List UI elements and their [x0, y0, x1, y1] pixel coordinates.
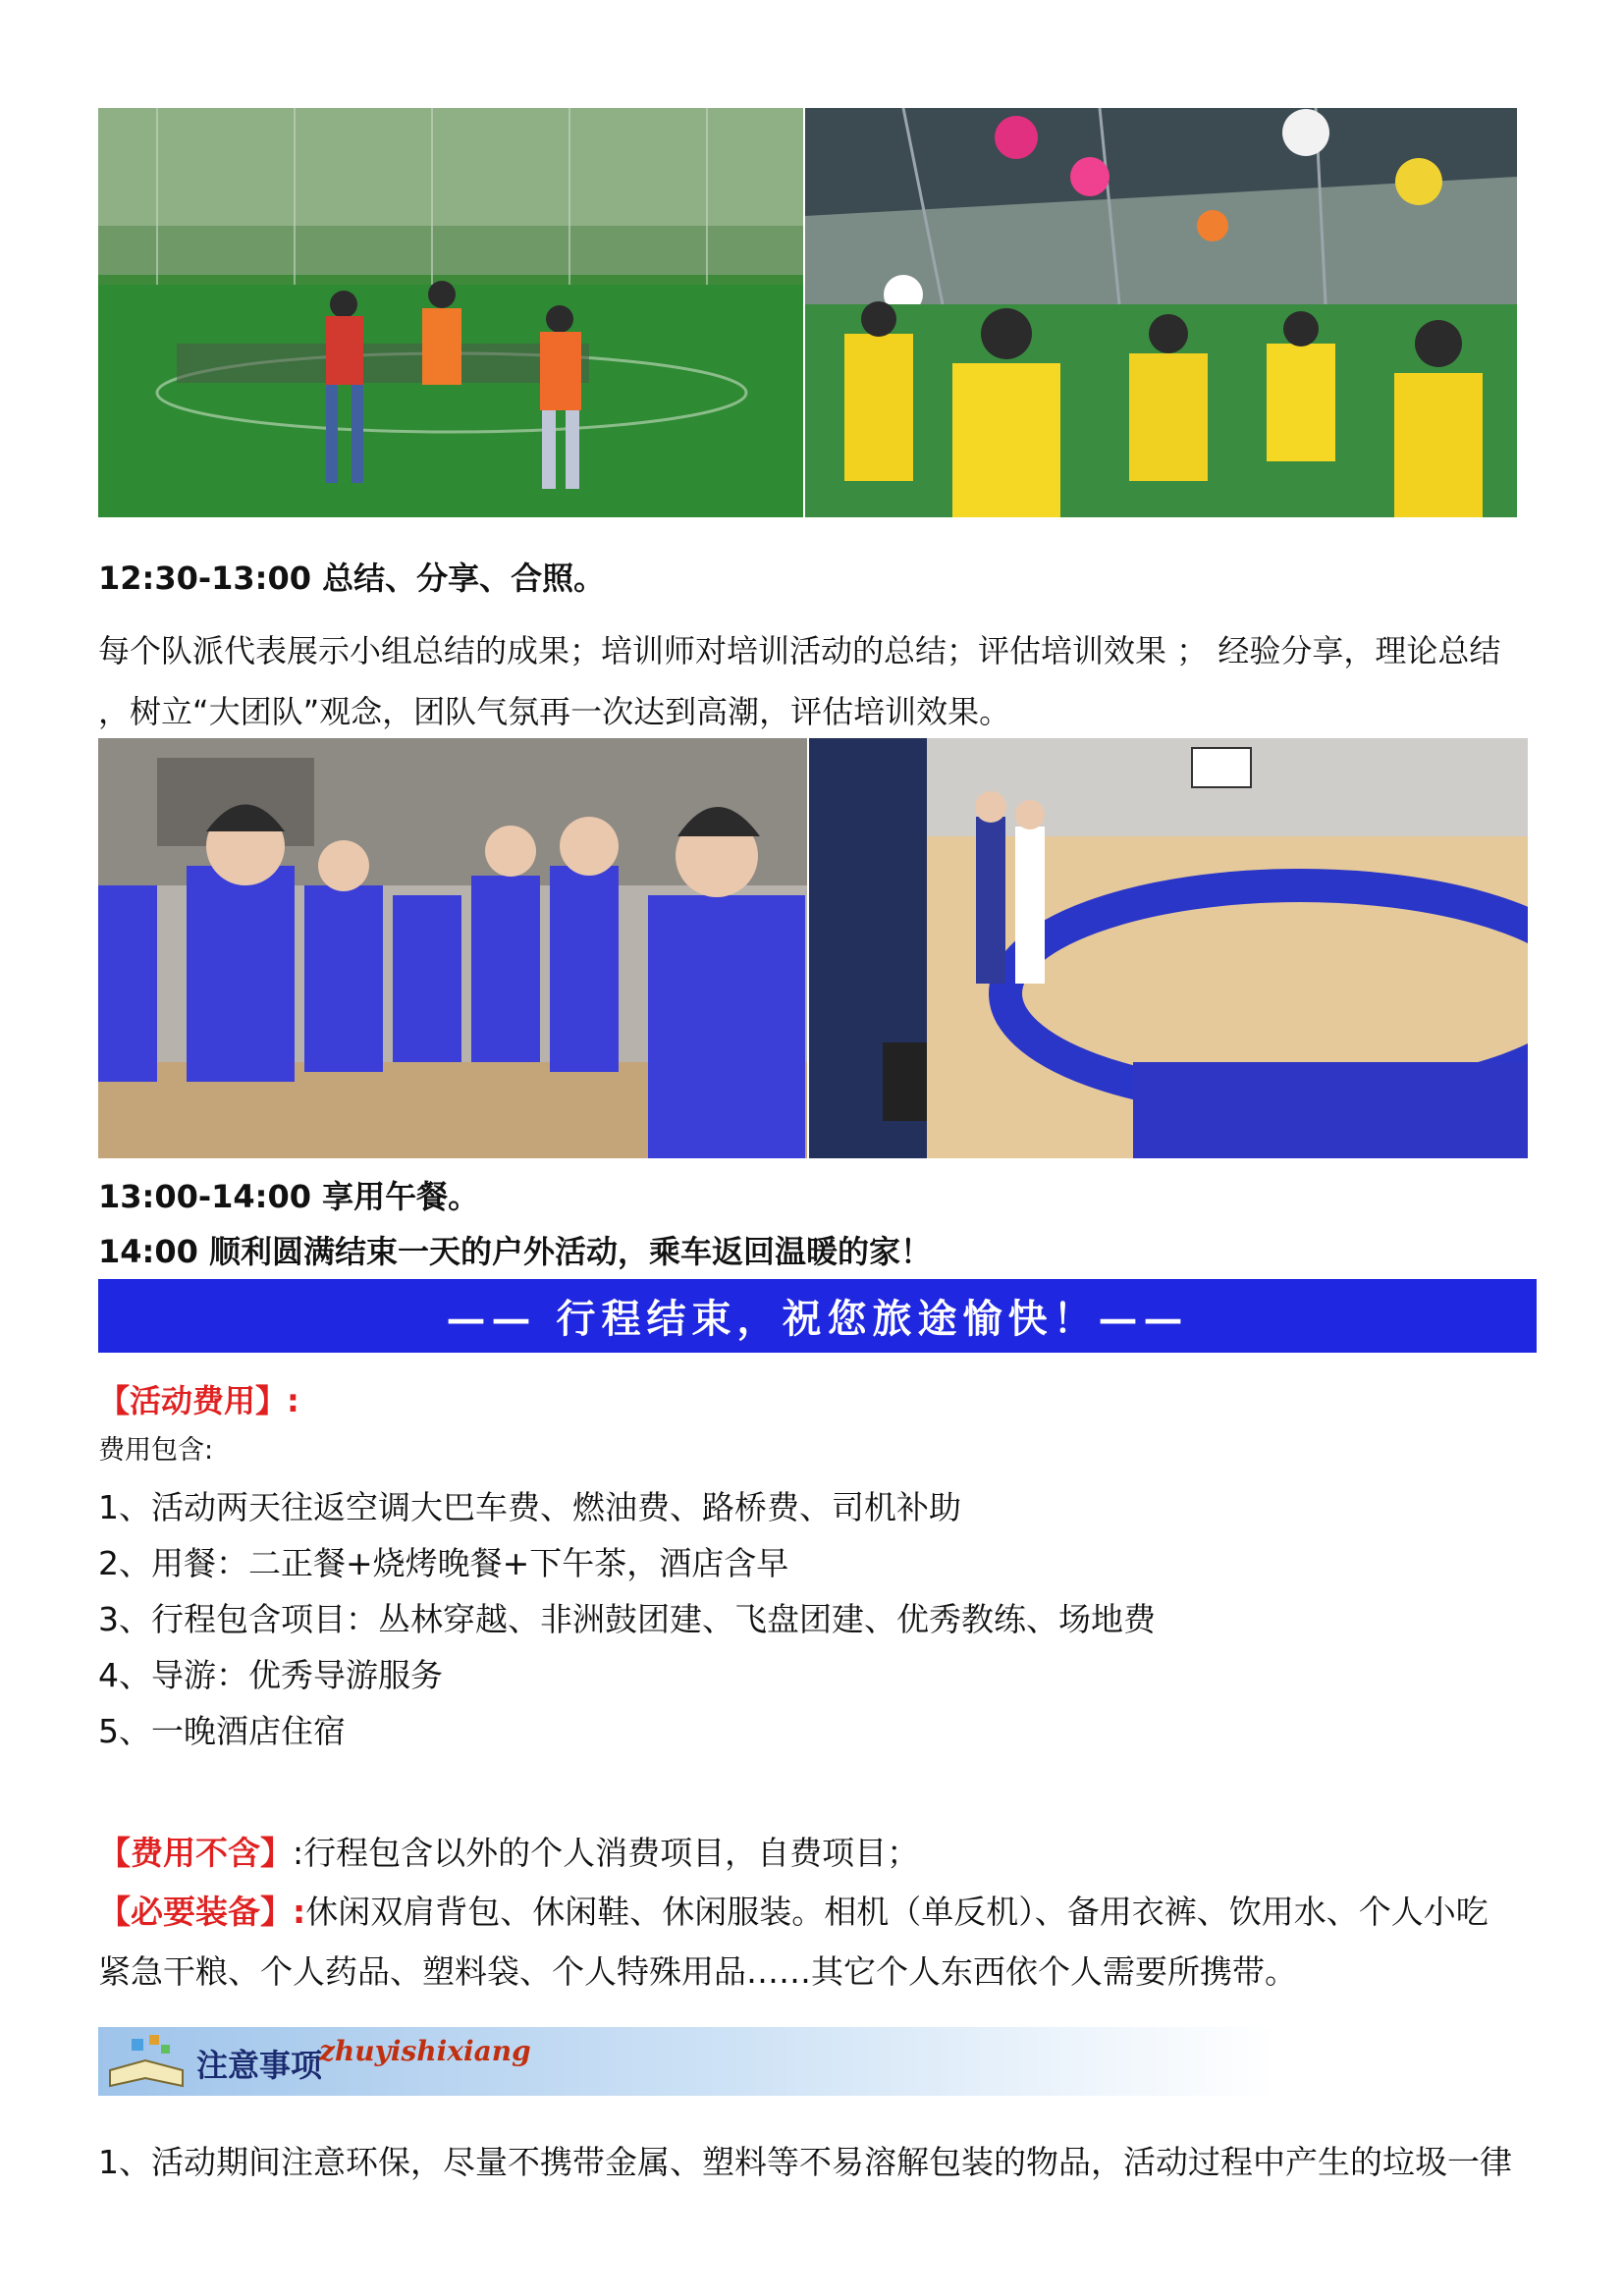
notice-pinyin: zhuyishixiang — [319, 2035, 531, 2067]
fee-item-1: 1、活动两天往返空调大巴车费、燃油费、路桥费、司机补助 — [98, 1488, 961, 1526]
fees-excluded-label: 【费用不含】 — [98, 1834, 293, 1872]
notice-item-1: 1、活动期间注意环保，尽量不携带金属、塑料等不易溶解包装的物品，活动过程中产生的垃圾一律 — [98, 2143, 1512, 2181]
notice-header — [98, 2027, 1276, 2096]
photo-circle-sharing — [809, 738, 1528, 1158]
equipment-text-line1: 休闲双肩背包、休闲鞋、休闲服装。相机（单反机）、备用衣裤、饮用水、个人小吃 — [305, 1893, 1489, 1931]
trip-end-banner: —— 行程结束，祝您旅途愉快！—— — [98, 1279, 1537, 1353]
notice-title: 注意事项 — [196, 2047, 323, 2084]
section-body-summary: 每个队派代表展示小组总结的成果；培训师对培训活动的总结；评估培训效果 ； 经验分享，理论总结 ，树立“大团队”观念，团队气氛再一次达到高潮，评估培训效果。 — [98, 632, 1501, 730]
fees-includes-label: 费用包含: — [98, 1435, 214, 1466]
section-title-summary: 12:30-13:00 总结、分享、合照。 — [98, 560, 606, 597]
fees-excluded-row — [98, 1828, 919, 1874]
photo-team-handshake — [98, 738, 807, 1158]
equipment-label: 【必要装备】: — [98, 1893, 306, 1931]
fees-excluded-text: :行程包含以外的个人消费项目，自费项目； — [293, 1834, 920, 1872]
section-title-lunch: 13:00-14:00 享用午餐。 — [98, 1178, 480, 1215]
book-icon — [102, 2031, 190, 2092]
fees-heading: 【活动费用】: — [98, 1382, 299, 1419]
photo-frisbee-game — [805, 108, 1517, 517]
equipment-text-line2: 紧急干粮、个人药品、塑料袋、个人特殊用品……其它个人东西依个人需要所携带。 — [98, 1952, 1297, 1991]
fee-item-3: 3、行程包含项目：丛林穿越、非洲鼓团建、飞盘团建、优秀教练、场地费 — [98, 1600, 1156, 1638]
section-title-return: 14:00 顺利圆满结束一天的户外活动，乘车返回温暖的家！ — [98, 1233, 933, 1270]
equipment-row — [98, 1887, 1489, 1933]
fee-item-2: 2、用餐：二正餐+烧烤晚餐+下午茶，酒店含早 — [98, 1544, 789, 1582]
photo-soccer-field-game — [98, 108, 803, 517]
fee-item-4: 4、导游：优秀导游服务 — [98, 1656, 443, 1694]
fee-item-5: 5、一晚酒店住宿 — [98, 1712, 346, 1750]
